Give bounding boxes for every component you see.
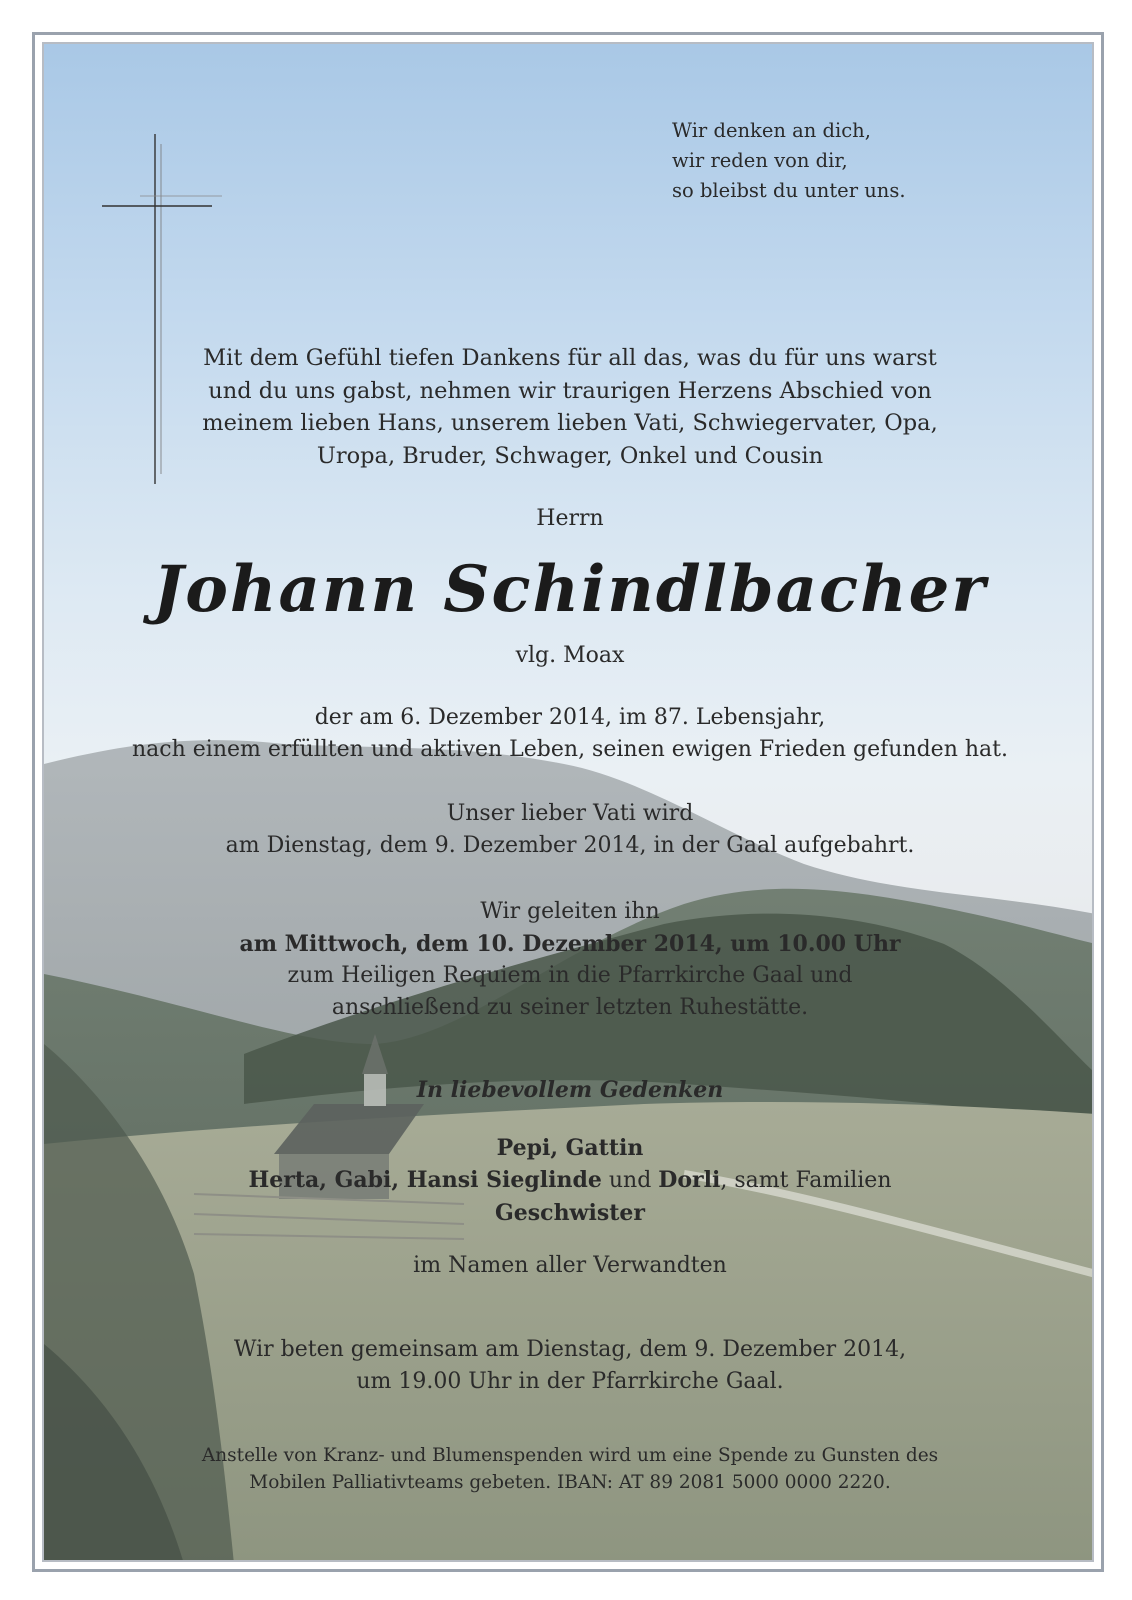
deceased-name: Johann Schindlbacher	[152, 552, 988, 627]
viewing-notice: Unser lieber Vati wird am Dienstag, dem 9. Dezember 2014, in der Gaal aufgebahrt.	[225, 801, 915, 858]
mourners-list	[44, 1132, 1094, 1229]
siblings: Geschwister	[495, 1200, 645, 1226]
intro-paragraph: Mit dem Gefühl tiefen Dankens für all das, was du für uns warst und du uns gabst, nehmen wir traurigen Herzens Abschied von meinem lieben Hans, unserem lieben Vati, Schwiegervater, Opa, Uropa, Bruder, Schwager, Onkel und Cousin	[202, 345, 938, 469]
card-panel	[42, 42, 1094, 1562]
spouse: Pepi, Gattin	[496, 1135, 644, 1161]
salutation: Herrn	[536, 506, 604, 531]
nickname: vlg. Moax	[515, 643, 625, 668]
donation-notice: Anstelle von Kranz- und Blumenspenden wird um eine Spende zu Gunsten des Mobilen Palliativteams gebeten. IBAN: AT 89 2081 5000 0000 2220.	[201, 1445, 939, 1493]
funeral-date: am Mittwoch, dem 10. Dezember 2014, um 10.00 Uhr	[239, 931, 901, 957]
funeral-notice: Wir geleiten ihn am Mittwoch, dem 10. Dezember 2014, um 10.00 Uhr zum Heiligen Requiem in die Pfarrkirche Gaal und anschließend zu seiner letzten Ruhestätte.	[44, 896, 1094, 1024]
children-line: Herta, Gabi, Hansi Sieglinde und Dorli, samt Familien	[248, 1167, 892, 1193]
memory-heading: In liebevollem Gedenken	[416, 1077, 724, 1103]
prayer-notice: Wir beten gemeinsam am Dienstag, dem 9. Dezember 2014, um 19.00 Uhr in der Pfarrkirche Gaal.	[233, 1337, 907, 1394]
relatives: im Namen aller Verwandten	[413, 1253, 727, 1278]
death-notice: der am 6. Dezember 2014, im 87. Lebensjahr, nach einem erfüllten und aktiven Leben, seinen ewigen Frieden gefunden hat.	[132, 705, 1008, 762]
verse-text: Wir denken an dich, wir reden von dir, so bleibst du unter uns.	[672, 119, 906, 202]
